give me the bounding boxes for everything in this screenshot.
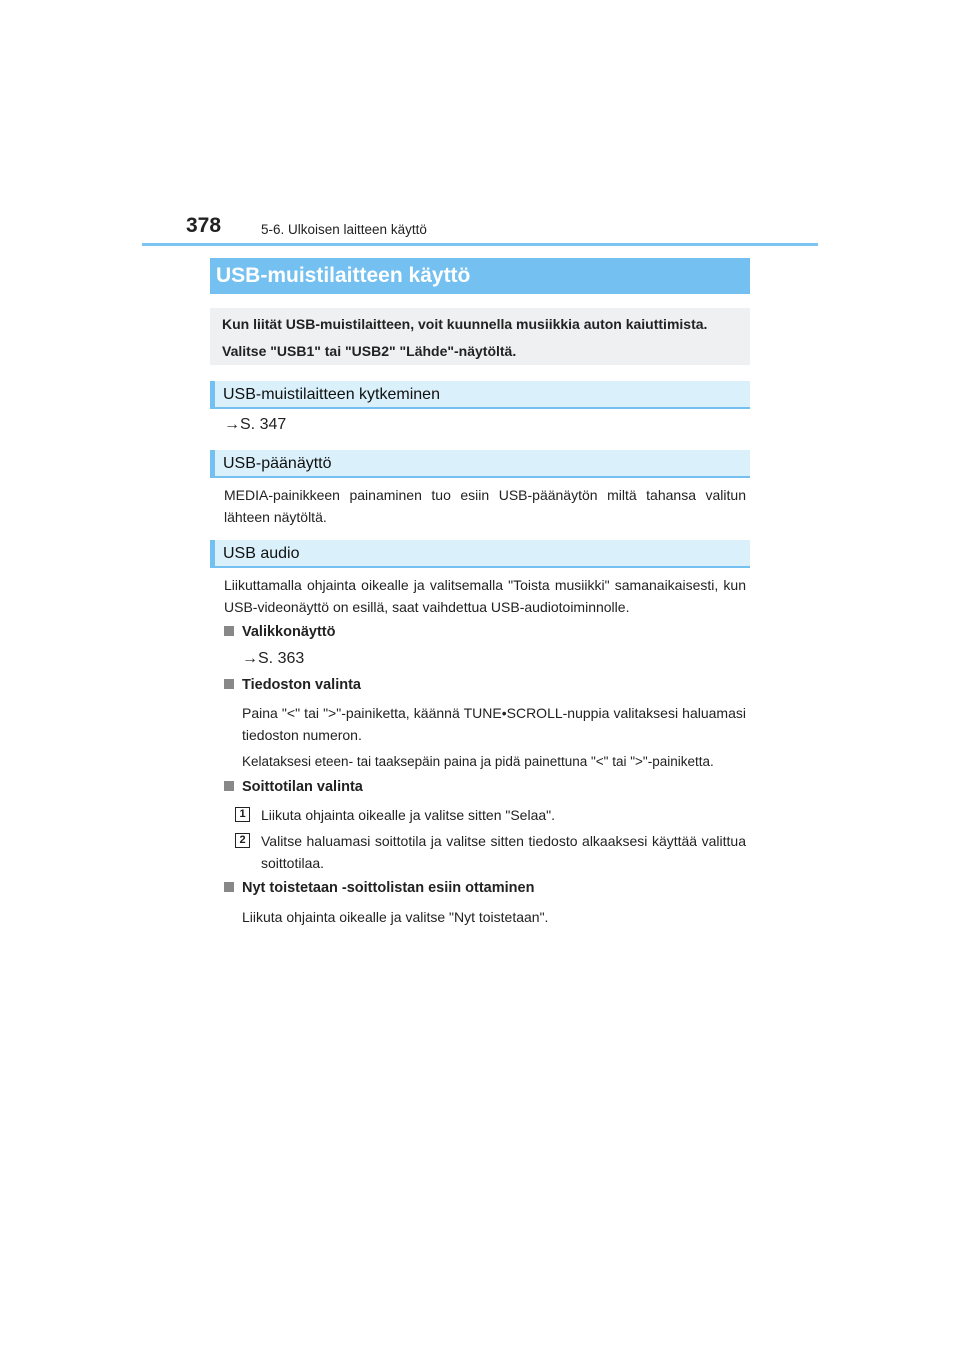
intro-line-2: Valitse "USB1" tai "USB2" "Lähde"-näytöltä. bbox=[222, 343, 517, 359]
subheading-file-selection bbox=[224, 677, 361, 693]
step-number-1: 1 bbox=[235, 807, 250, 822]
subheading-menu-screen bbox=[224, 624, 335, 640]
file-selection-text: Paina "<" tai ">"-painiketta, käännä TUNE•SCROLL-nuppia valitaksesi haluamasi tiedoston numeron. bbox=[242, 705, 746, 743]
header-rule bbox=[142, 243, 818, 246]
step-2-text: Valitse haluamasi soittotila ja valitse sitten tiedosto alkaaksesi käyttää valittua soittotilaa. bbox=[261, 833, 746, 871]
step-1-text: Liikuta ohjainta oikealle ja valitse sitten "Selaa". bbox=[261, 807, 555, 823]
square-bullet-icon bbox=[224, 781, 234, 791]
running-head: 5-6. Ulkoisen laitteen käyttö bbox=[261, 222, 427, 237]
main-screen-text: MEDIA-painikkeen painaminen tuo esiin USB-päänäytön miltä tahansa valitun lähteen näytöltä. bbox=[224, 487, 746, 525]
square-bullet-icon bbox=[224, 679, 234, 689]
page-title: USB-muistilaitteen käyttö bbox=[210, 258, 750, 294]
page-number: 378 bbox=[186, 214, 222, 237]
usb-audio-text: Liikuttamalla ohjainta oikealle ja valitsemalla "Toista musiikki" samanaikaisesti, kun USB-videonäyttö on esillä, saat vaihdettua USB-audiotoiminnolle. bbox=[224, 577, 746, 615]
square-bullet-icon bbox=[224, 882, 234, 892]
step-number-2: 2 bbox=[235, 833, 250, 848]
now-playing-text: Liikuta ohjainta oikealle ja valitse "Nyt toistetaan". bbox=[242, 909, 549, 925]
intro-line-1: Kun liität USB-muistilaitteen, voit kuunnella musiikkia auton kaiuttimista. bbox=[222, 316, 708, 332]
subheading-now-playing bbox=[224, 880, 534, 896]
section-heading-main-screen: USB-päänäyttö bbox=[210, 450, 750, 478]
section-heading-connecting: USB-muistilaitteen kytkeminen bbox=[210, 381, 750, 409]
subheading-menu-screen-label: Valikkonäyttö bbox=[242, 624, 336, 640]
subheading-play-mode bbox=[224, 779, 363, 795]
subheading-now-playing-label: Nyt toistetaan -soittolistan esiin ottaminen bbox=[242, 880, 535, 896]
file-selection-note: Kelataksesi eteen- tai taaksepäin paina ja pidä painettuna "<" tai ">"-painiketta. bbox=[242, 754, 714, 769]
subheading-play-mode-label: Soittotilan valinta bbox=[242, 779, 363, 795]
intro-box bbox=[210, 308, 750, 365]
section-heading-usb-audio: USB audio bbox=[210, 540, 750, 568]
page-reference-363[interactable]: →S. 363 bbox=[242, 650, 305, 667]
page-reference-347[interactable]: →S. 347 bbox=[224, 416, 287, 433]
square-bullet-icon bbox=[224, 626, 234, 636]
subheading-file-selection-label: Tiedoston valinta bbox=[242, 677, 361, 693]
